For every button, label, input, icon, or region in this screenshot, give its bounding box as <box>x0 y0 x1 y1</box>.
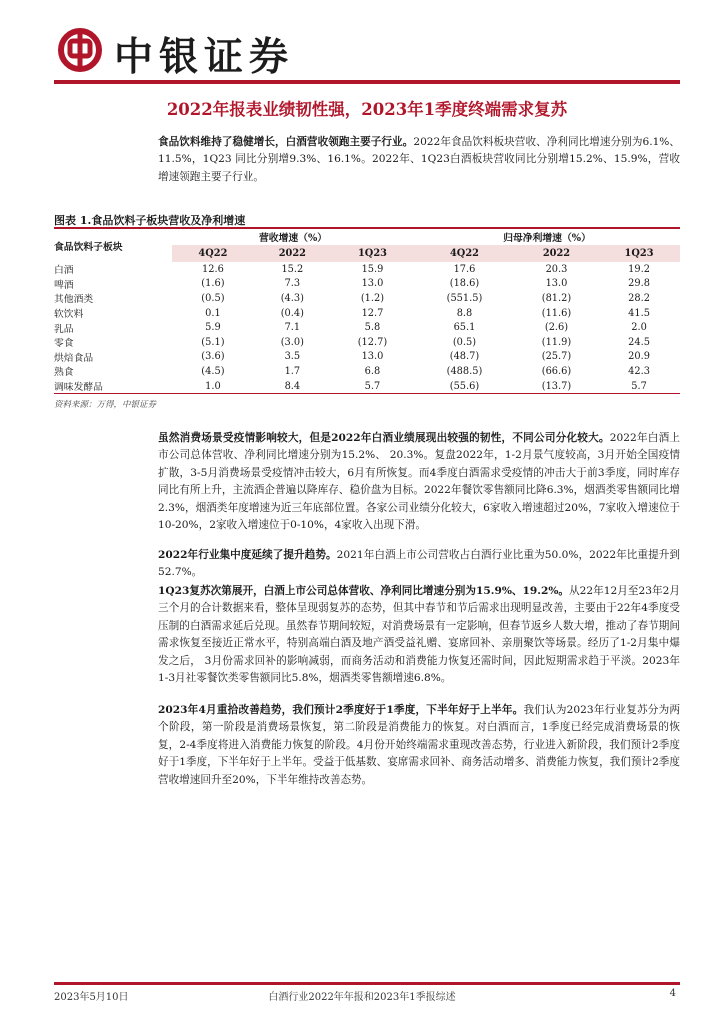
table-cell: 65.1 <box>453 322 476 334</box>
table-cell: (55.6) <box>449 380 480 392</box>
p1-bold: 虽然消费场景受疫情影响较大，但是2022年白酒业绩展现出较强的韧性，不同公司分化较大。 <box>158 432 610 444</box>
table-cell: 42.3 <box>628 365 650 377</box>
table-row <box>54 291 680 306</box>
table-cell: (48.7) <box>449 351 480 363</box>
period-header: 2022 <box>515 245 598 262</box>
period-header: 4Q22 <box>414 245 515 262</box>
table-cell: (1.2) <box>360 292 385 304</box>
footer-report-title: 白酒行业2022年年报和2023年1季报综述 <box>268 992 456 1003</box>
profit-group-header: 归母净利增速（%） <box>503 233 591 244</box>
table-cell: 2.0 <box>631 322 647 334</box>
table-cell: (66.6) <box>541 365 572 377</box>
table-cell: (81.2) <box>541 292 572 304</box>
table-row <box>54 335 680 350</box>
table-row <box>54 350 680 365</box>
revenue-group-header: 营收增速（%） <box>258 233 328 244</box>
growth-table <box>54 227 680 394</box>
table-cell: (3.6) <box>201 351 225 363</box>
table-cell: 41.5 <box>628 307 650 319</box>
p1-text: 2022年白酒上市公司总体营收、净利同比增速分别为15.2%、 20.3%。复盘2022年，1-2月景气度较高，3月开始全国疫情扩散，3-5月消费场景受疫情冲击较大，6月有所恢复。而4季度白酒需求受疫情的冲击大于前3季度，同时库存同比有所上升，主流酒企普遍以降库存、稳价盘为目标。2022年餐饮零售额同比降6.3%，烟酒类零售额同比增2.3%，烟酒类年度增速为近三年底部位置。各家公司业绩分化较大，6家收入增速超过20%，7家收入增速位于10-20%，2家收入增速位于0-10%，4家收入出现下滑。 <box>158 432 680 532</box>
row-category: 零食 <box>54 338 74 350</box>
table-cell: (25.7) <box>541 351 572 363</box>
table-cell: 8.8 <box>456 307 473 319</box>
table-cell: 13.0 <box>545 278 568 290</box>
p2-text: 2021年白酒上市公司营收占白酒行业比重为50.0%，2022年比重提升到52.7%。 <box>158 549 681 579</box>
table-cell: (2.6) <box>544 322 569 334</box>
table-cell: 29.8 <box>628 278 650 290</box>
table-cell: 15.9 <box>361 263 384 275</box>
table-cell: 13.0 <box>361 278 384 290</box>
intro-text: 2022年食品饮料板块营收、净利同比增速分别为6.1%、11.5%，1Q23 同比分别增9.3%、16.1%。2022年、1Q23白酒板块营收同比分别增15.2%、15.9%，营收增速领跑主要子行业。 <box>158 136 681 183</box>
table-row <box>54 262 680 277</box>
table-cell: (3.0) <box>280 336 304 348</box>
period-header: 1Q23 <box>331 245 414 262</box>
table-row <box>54 306 680 321</box>
table-cell: 17.6 <box>453 263 476 275</box>
table-cell: 20.9 <box>628 351 650 363</box>
table-cell: 3.5 <box>284 351 301 363</box>
table-cell: 12.6 <box>202 263 224 275</box>
table-cell: (13.7) <box>541 380 572 392</box>
analysis-paragraph-1 <box>158 430 680 534</box>
source-note: 资料来源：万得，中银证券 <box>54 400 157 410</box>
row-category: 烘焙食品 <box>54 352 94 364</box>
table-row <box>54 320 680 335</box>
table-cell: 15.2 <box>281 263 304 275</box>
bank-of-china-logo-icon <box>58 28 102 72</box>
row-category: 啤酒 <box>54 279 74 291</box>
footer-rule <box>54 982 680 985</box>
table-cell: (0.5) <box>452 336 477 348</box>
footer-date: 2023年5月10日 <box>54 992 129 1003</box>
analysis-paragraph-3 <box>158 583 680 687</box>
table-cell: 6.8 <box>364 365 381 377</box>
table-row-header: 食品饮料子板块 <box>54 241 123 253</box>
table-cell: 28.2 <box>628 292 650 304</box>
period-header: 1Q23 <box>598 245 680 262</box>
table-cell: 5.8 <box>364 322 381 334</box>
table-cell: 20.3 <box>545 263 568 275</box>
row-category: 调味发酵品 <box>54 382 103 394</box>
table-cell: 8.4 <box>284 380 301 392</box>
page-headline: 2022年报表业绩韧性强，2023年1季度终端需求复苏 <box>166 100 568 119</box>
table-cell: 13.0 <box>361 351 384 363</box>
table-cell: 1.0 <box>205 380 221 392</box>
table-cell: (4.3) <box>280 292 304 304</box>
table-cell: 1.7 <box>284 365 301 377</box>
p4-text: 我们认为2023年行业复苏分为两个阶段，第一阶段是消费场景恢复，第二阶段是消费能力的恢复。对白酒而言，1季度已经完成消费场景的恢复，2-4季度将进入消费能力恢复的阶段。4月份开始终端需求重现改善态势，行业进入新阶段，我们预计2季度好于1季度，下半年好于上半年。受益于低基数、宴席需求回补、商务活动增多、消费能力恢复，我们预计2季度营收增速回升至20%，下半年维持改善态势。 <box>158 704 680 786</box>
table-cell: (11.9) <box>541 336 572 348</box>
table-cell: 5.9 <box>205 322 221 334</box>
table-cell: 7.3 <box>284 278 301 290</box>
table-cell: (12.7) <box>357 336 388 348</box>
table-cell: (4.5) <box>201 365 225 377</box>
p2-bold: 2022年行业集中度延续了提升趋势。 <box>158 549 337 561</box>
page-number: 4 <box>669 988 676 999</box>
period-header: 4Q22 <box>172 245 254 262</box>
table-cell: 12.7 <box>361 307 384 319</box>
table-row <box>54 364 680 379</box>
intro-paragraph <box>158 134 680 186</box>
row-category: 乳品 <box>54 323 74 335</box>
table-row <box>54 379 680 394</box>
p3-text: 从22年12月至23年2月三个月的合计数据来看，整体呈现弱复苏的态势，但其中春节和节后需求出现明显改善，主要由于22年4季度受压制的白酒需求延后兑现。虽然春节期间较短，对消费场景有一定影响，但春节返乡人数大增，推动了春节期间需求恢复至接近正常水平，特别高端白酒及地产酒受益礼赠、宴席回补、亲朋聚饮等场景。经历了1-2月集中爆发之后， 3月份需求回补的影响减弱，而商务活动和消费能力恢复还需时间，因此短期需求趋于平淡。2023年1-3月社零餐饮类零售额同比5.8%，烟酒类零售额增速6.8%。 <box>158 585 680 685</box>
table-cell: (1.6) <box>201 278 225 290</box>
table-cell: (0.4) <box>280 307 304 319</box>
table-cell: 0.1 <box>205 307 221 319</box>
analysis-paragraph-4 <box>158 702 680 789</box>
table-cell: (551.5) <box>446 292 483 304</box>
row-category: 软饮料 <box>54 309 84 321</box>
table-cell: (5.1) <box>201 336 225 348</box>
table-row <box>54 277 680 292</box>
p4-bold: 2023年4月重拾改善趋势，我们预计2季度好于1季度，下半年好于上半年。 <box>158 704 524 716</box>
period-header: 2022 <box>254 245 331 262</box>
figure-title: 图表 1.食品饮料子板块营收及净利增速 <box>54 214 246 227</box>
table-cell: 19.2 <box>628 263 650 275</box>
table-cell: 5.7 <box>631 380 647 392</box>
table-cell: 24.5 <box>628 336 650 348</box>
row-category: 白酒 <box>54 265 74 277</box>
p3-bold: 1Q23复苏次第展开，白酒上市公司总体营收、净利同比增速分别为15.9%、19.2%。 <box>158 585 570 597</box>
row-category: 熟食 <box>54 367 74 379</box>
table-cell: 5.7 <box>364 380 381 392</box>
analysis-paragraph-2 <box>158 547 680 582</box>
report-header <box>54 20 680 84</box>
table-cell: 7.1 <box>284 322 301 334</box>
header-rule <box>54 80 680 84</box>
table-cell: (18.6) <box>449 278 480 290</box>
table-cell: (488.5) <box>446 365 483 377</box>
table-cell: (11.6) <box>541 307 572 319</box>
table-cell: (0.5) <box>201 292 225 304</box>
brand-name: 中银证券 <box>114 34 295 80</box>
intro-bold: 食品饮料维持了稳健增长，白酒营收领跑主要子行业。 <box>158 136 414 148</box>
row-category: 其他酒类 <box>54 294 94 306</box>
